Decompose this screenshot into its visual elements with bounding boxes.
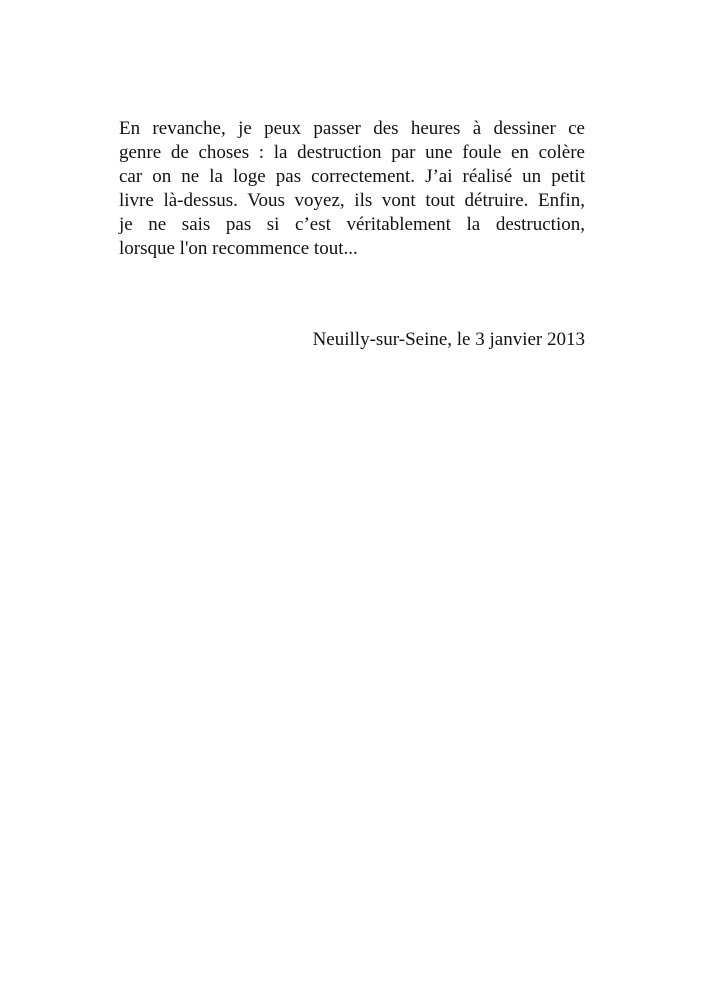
- paragraph-line: je ne sais pas si c’est véritablement la destruction,: [119, 214, 585, 235]
- paragraph-line: livre là-dessus. Vous voyez, ils vont tout détruire. Enfin,: [119, 190, 585, 211]
- place-date-signature: Neuilly-sur-Seine, le 3 janvier 2013: [312, 329, 585, 350]
- paragraph-line: genre de choses : la destruction par une foule en colère: [119, 142, 585, 163]
- body-paragraph: [119, 117, 585, 261]
- paragraph-line: lorsque l'on recommence tout...: [119, 238, 358, 259]
- paragraph-line: En revanche, je peux passer des heures à dessiner ce: [119, 118, 585, 139]
- paragraph-line: car on ne la loge pas correctement. J’ai réalisé un petit: [119, 166, 585, 187]
